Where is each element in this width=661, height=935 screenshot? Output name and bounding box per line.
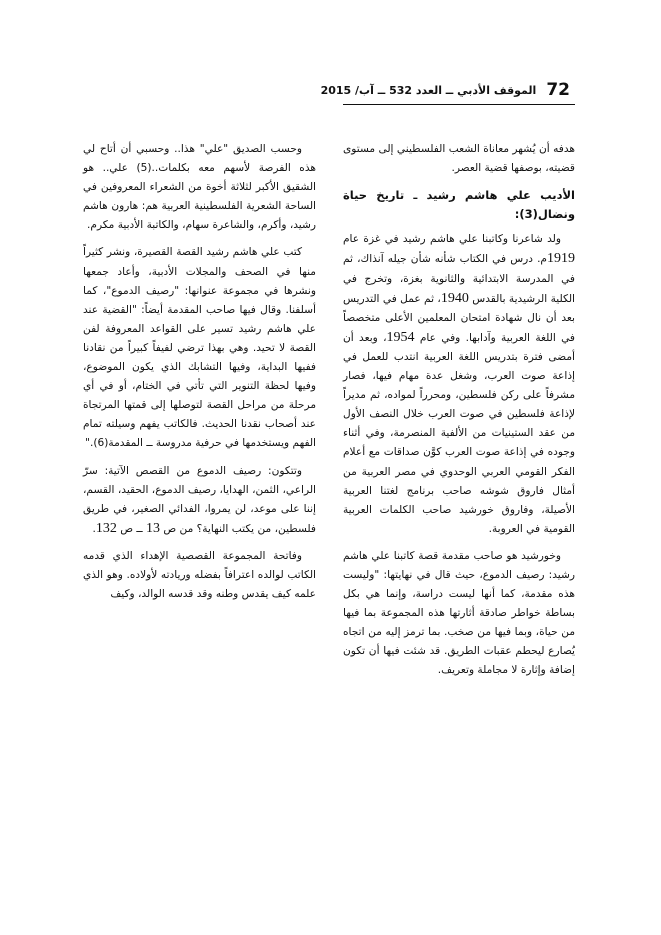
birth-year: 1919 bbox=[547, 251, 575, 267]
page-range-end: 132 bbox=[95, 520, 117, 536]
page-header bbox=[320, 76, 570, 104]
stories-list-text-a: وتتكون: رصيف الدموع من القصص الآتية: سرّ الراعي، الثمن، الهدايا، رصيف الدموع، الحقيد، القسم، إننا على موعد، لن يمروا، الفدائي الصغير، في طريق فلسطين، من يكتب النهاية؟ من ص bbox=[83, 464, 316, 535]
biography-text-a: ولد شاعرنا وكاتبنا علي هاشم رشيد في غزة عام bbox=[343, 233, 561, 246]
stories-list-text-c: . bbox=[92, 522, 96, 535]
page-range-start: 13 bbox=[145, 520, 160, 536]
biography-paragraph bbox=[343, 230, 575, 539]
stories-list-paragraph bbox=[83, 462, 316, 539]
biography-text-c: ، ثم عمل في التدريس بعد أن نال شهادة امتحان المعلمين الأعلى متخصصاً في اللغة العربية وآدابها. وفي عام bbox=[343, 292, 575, 344]
short-story-paragraph: كتب علي هاشم رشيد القصة القصيرة، ونشر كثيراً منها في الصحف والمجلات الأدبية، وأعاد جمعها ونشرها في مجموعة عنوانها: "رصيف الدموع"، كما أسلفنا. وقال فيها صاحب المقدمة أيضاً: "القضية عند علي هاشم رشيد تسير على القواعد المعروفة لفن القصة لا تحيد. وهي بهذا ترضي لفيفاً كبيراً من نقادنا ففيها البداية، وفيها التشابك الذي يكون الموضوع، وفيها لحظة التنوير التي تأتي في الختام، أو في أي مرحلة من مراحل القصة لتوصلها إلى قمتها المرتجاة عند أصحاب نقدنا الحديث. فالكاتب يفهم وسيلته تمام الفهم ويستخدمها في حرفية مدروسة ــ المقدمة(6)." bbox=[83, 246, 316, 450]
stories-list-text-b: ــ ص bbox=[120, 522, 143, 535]
right-text-column bbox=[343, 140, 575, 689]
radio-year: 1954 bbox=[386, 329, 415, 345]
intro-paragraph: هدفه أن يُشهر معاناة الشعب الفلسطيني إلى مستوى قضيته، بوصفها قضية العصر. bbox=[343, 143, 575, 175]
graduation-year: 1940 bbox=[440, 290, 469, 306]
biography-text-b: م. درس في الكتاب شأنه شأن جيله آنذاك، ثم في المدرسة الابتدائية والثانوية بغزة، وتخرج في الكلية الرشيدية بالقدس bbox=[343, 253, 575, 305]
header-divider bbox=[343, 104, 575, 105]
section-heading: الأديب علي هاشم رشيد ـ تاريخ حياة ونضال(3): bbox=[343, 188, 575, 222]
siblings-paragraph: وحسب الصديق "علي" هذا.. وحسبي أن أتاح لي هذه الفرصة لأسهم معه بكلمات..(5) علي.. هو الشقيق الأكبر لثلاثة أخوة من الشعراء المعروفين في الساحة الشعرية الفلسطينية العربية هم: هارون هاشم رشيد، وأكرم، والشاعرة سهام، والكاتبة الأدبية مكرم. bbox=[83, 143, 316, 232]
left-text-column bbox=[83, 140, 316, 612]
introduction-quote-paragraph: وخورشيد هو صاحب مقدمة قصة كاتبنا علي هاشم رشيد: رصيف الدموع، حيث قال في نهايتها: "وليست هذه مقدمة، كما أنها ليست دراسة، وإنما هي بكل بساطة خواطر صادقة أثارتها هذه المجموعة بما فيها من حياة، وبما فيها من صخب. بما ترمز إليه من اتجاه يُصارع ليحطم عقبات الطريق. قد شئت فيها أن تكون إضافة وإثارة لا مجاملة وتعريف. bbox=[343, 549, 575, 677]
biography-text-d: ، وبعد أن أمضى فترة بتدريس اللغة العربية انتدب للعمل في إذاعة صوت العرب، وشغل عدة مهام فيها، فصار مشرفاً على ركن فلسطين، ومحرراً لمواده، ثم مديراً لإذاعة فلسطين في صوت العرب خلال النصف الأول من عقد الستينيات من الألفية المنصرمة، وفي أثناء وجوده في إذاعة صوت العرب كوَّن صداقات مع أعلام الفكر القومي العربي الوحدوي في مصر العربية من أمثال فاروق شوشه صاحب برنامج لغتنا العربية الأصيلة، وفاروق خورشيد صاحب الكلمات العربية القومية في العروبة. bbox=[343, 331, 575, 535]
journal-issue-info: الموقف الأدبي ــ العدد 532 ــ آب/ 2015 bbox=[320, 83, 537, 97]
page-number: 72 bbox=[546, 80, 570, 100]
dedication-paragraph: وفاتحة المجموعة القصصية الإهداء الذي قدمه الكاتب لوالده اعترافاً بفضله وريادته لأولاده. وهو الذي علمه كيف يقدس وطنه وقد قدسه الوالد، وكيف bbox=[83, 549, 316, 601]
